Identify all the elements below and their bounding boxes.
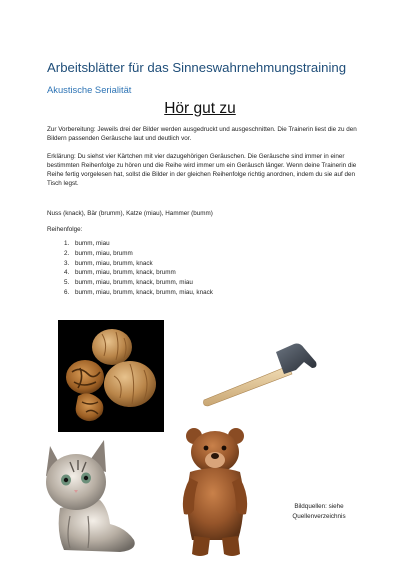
list-item: 4. bumm, miau, brumm, knack, brumm: [71, 268, 371, 278]
walnuts-picture: [58, 320, 164, 432]
list-item: 5. bumm, miau, brumm, knack, brumm, miau: [71, 278, 371, 288]
main-heading: Arbeitsblätter für das Sinneswahrnehmungstraining: [47, 60, 347, 75]
list-item: 3. bumm, miau, brumm, knack: [71, 259, 371, 269]
kitten-picture: [30, 432, 140, 556]
sequence-label: Reihenfolge:: [47, 226, 83, 233]
list-item: 6. bumm, miau, brumm, knack, brumm, miau, knack: [71, 288, 371, 298]
image-credit: Bildquellen: siehe Quellenverzeichnis: [292, 503, 346, 520]
bear-picture: [176, 426, 256, 560]
explanation-paragraph: Erklärung: Du siehst vier Kärtchen mit vier dazugehörigen Geräuschen. Die Geräusche sind immer in einer bestimmten Reihenfolge zu hören und die Reihe wird immer um ein Geräusch länger. Wenn deine Trainerin die Reihe fertig vorgelesen hat, sollst die Bilder in der gleichen Reihenfolge richtig anordnen, indem du sie auf den Tisch legst.: [47, 153, 357, 187]
list-item: 1. bumm, miau: [71, 239, 371, 249]
hammer-picture: [200, 340, 318, 410]
items-paragraph: Nuss (knack), Bär (brumm), Katze (miau), Hammer (bumm): [47, 210, 213, 217]
preparation-paragraph: Zur Vorbereitung: Jeweils drei der Bilder werden ausgedruckt und ausgeschnitten. Die Trainerin liest die zu den Bildern passenden Geräusche laut und deutlich vor.: [47, 126, 357, 142]
sequence-list: [47, 239, 371, 298]
list-item: 2. bumm, miau, brumm: [71, 249, 371, 259]
worksheet-title: Hör gut zu: [164, 100, 236, 117]
sub-heading: Akustische Serialität: [47, 84, 132, 95]
